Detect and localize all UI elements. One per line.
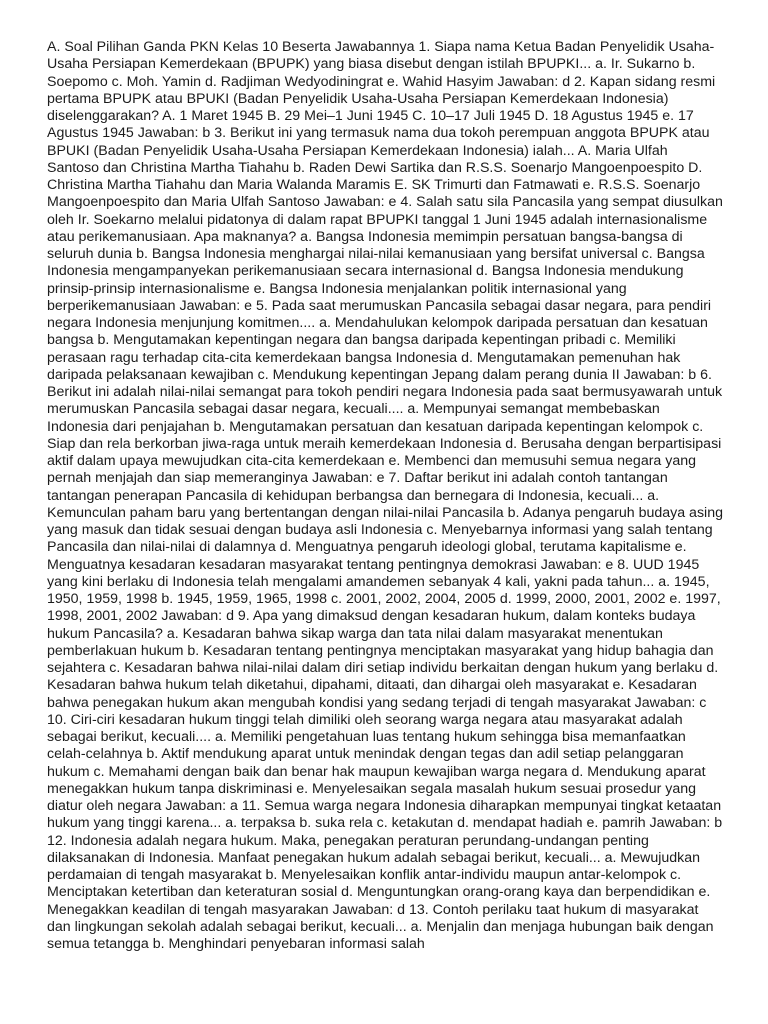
document-body-text: A. Soal Pilihan Ganda PKN Kelas 10 Beserta Jawabannya 1. Siapa nama Ketua Badan Penyelidik Usaha-Usaha Persiapan Kemerdekaan (BPUPK) yang biasa disebut dengan istilah BPUPKI... a. Ir. Sukarno b. Soepomo c. Moh. Yamin d. Radjiman Wedyodiningrat e. Wahid Hasyim Jawaban: d 2. Kapan sidang resmi pertama BPUPK atau BPUKI (Badan Penyelidik Usaha-Usaha Persiapan Kemerdekaan Indonesia) diselenggarakan? A. 1 Maret 1945 B. 29 Mei–1 Juni 1945 C. 10–17 Juli 1945 D. 18 Agustus 1945 e. 17 Agustus 1945 Jawaban: b 3. Berikut ini yang termasuk nama dua tokoh perempuan anggota BPUPK atau BPUKI (Badan Penyelidik Usaha-Usaha Persiapan Kemerdekaan Indonesia) ialah... A. Maria Ulfah Santoso dan Christina Martha Tiahahu b. Raden Dewi Sartika dan R.S.S. Soenarjo Mangoenpoespito D. Christina Martha Tiahahu dan Maria Walanda Maramis E. SK Trimurti dan Fatmawati e. R.S.S. Soenarjo Mangoenpoespito dan Maria Ulfah Santoso Jawaban: e 4. Salah satu sila Pancasila yang sempat diusulkan oleh Ir. Soekarno melalui pidatonya di dalam rapat BPUPKI tanggal 1 Juni 1945 adalah internasionalisme atau perikemanusiaan. Apa maknanya? a. Bangsa Indonesia memimpin persatuan bangsa-bangsa di seluruh dunia b. Bangsa Indonesia menghargai nilai-nilai kemanusiaan yang bersifat universal c. Bangsa Indonesia mengampanyekan perikemanusiaan secara internasional d. Bangsa Indonesia mendukung prinsip-prinsip internasionalisme e. Bangsa Indonesia menjalankan politik internasional yang berperikemanusiaan Jawaban: e 5. Pada saat merumuskan Pancasila sebagai dasar negara, para pendiri negara Indonesia menjunjung komitmen.... a. Mendahulukan kelompok daripada persatuan dan kesatuan bangsa b. Mengutamakan kepentingan negara dan bangsa daripada kepentingan pribadi c. Memiliki perasaan ragu terhadap cita-cita kemerdekaan bangsa Indonesia d. Mengutamakan pemenuhan hak daripada pelaksanaan kewajiban c. Mendukung kepentingan Jepang dalam perang dunia II Jawaban: b 6. Berikut ini adalah nilai-nilai semangat para tokoh pendiri negara Indonesia pada saat bermusyawarah untuk merumuskan Pancasila sebagai dasar negara, kecuali.... a. Mempunyai semangat membebaskan Indonesia dari penjajahan b. Mengutamakan persatuan dan kesatuan daripada kepentingan kelompok c. Siap dan rela berkorban jiwa-raga untuk meraih kemerdekaan Indonesia d. Berusaha dengan berpartisipasi aktif dalam upaya mewujudkan cita-cita kemerdekaan e. Membenci dan memusuhi semua negara yang pernah menjajah dan siap memeranginya Jawaban: e 7. Daftar berikut ini adalah contoh tantangan tantangan penerapan Pancasila di kehidupan berbangsa dan bernegara di Indonesia, kecuali... a. Kemunculan paham baru yang bertentangan dengan nilai-nilai Pancasila b. Adanya pengaruh budaya asing yang masuk dan tidak sesuai dengan budaya asli Indonesia c. Menyebarnya informasi yang salah tentang Pancasila dan nilai-nilai di dalamnya d. Menguatnya pengaruh ideologi global, terutama kapitalisme e. Menguatnya kesadaran kesadaran masyarakat tentang pentingnya demokrasi Jawaban: e 8. UUD 1945 yang kini berlaku di Indonesia telah mengalami amandemen sebanyak 4 kali, yakni pada tahun... a. 1945, 1950, 1959, 1998 b. 1945, 1959, 1965, 1998 c. 2001, 2002, 2004, 2005 d. 1999, 2000, 2001, 2002 e. 1997, 1998, 2001, 2002 Jawaban: d 9. Apa yang dimaksud dengan kesadaran hukum, dalam konteks budaya hukum Pancasila? a. Kesadaran bahwa sikap warga dan tata nilai dalam masyarakat menentukan pemberlakuan hukum b. Kesadaran tentang pentingnya menciptakan masyarakat yang hidup bahagia dan sejahtera c. Kesadaran bahwa nilai-nilai dalam diri setiap individu berkaitan dengan hukum yang berlaku d. Kesadaran bahwa hukum telah diketahui, dipahami, ditaati, dan dihargai oleh masyarakat e. Kesadaran bahwa penegakan hukum akan mengubah kondisi yang sedang terjadi di tengah masyarakat Jawaban: c 10. Ciri-ciri kesadaran hukum tinggi telah dimiliki oleh seorang warga negara atau masyarakat adalah sebagai berikut, kecuali.... a. Memiliki pengetahuan luas tentang hukum sehingga bisa memanfaatkan celah-celahnya b. Aktif mendukung aparat untuk menindak dengan tegas dan adil setiap pelanggaran hukum c. Memahami dengan baik dan benar hak maupun kewajiban warga negara d. Mendukung aparat menegakkan hukum tanpa diskriminasi e. Menyelesaikan segala masalah hukum sesuai prosedur yang diatur oleh negara Jawaban: a 11. Semua warga negara Indonesia diharapkan mempunyai tingkat ketaatan hukum yang tinggi karena... a. terpaksa b. suka rela c. ketakutan d. mendapat hadiah e. pamrih Jawaban: b 12. Indonesia adalah negara hukum. Maka, penegakan peraturan perundang-undangan penting dilaksanakan di Indonesia. Manfaat penegakan hukum adalah sebagai berikut, kecuali... a. Mewujudkan perdamaian di tengah masyarakat b. Menyelesaikan konflik antar-individu maupun antar-kelompok c. Menciptakan ketertiban dan keteraturan sosial d. Menguntungkan orang-orang kaya dan berpendidikan e. Menegakkan keadilan di tengah masyarakan Jawaban: d 13. Contoh perilaku taat hukum di masyarakat dan lingkungan sekolah adalah sebagai berikut, kecuali... a. Menjalin dan menjaga hubungan baik dengan semua tetangga b. Menghindari penyebaran informasi salah <box>47 39 723 952</box>
document-page <box>47 39 723 999</box>
